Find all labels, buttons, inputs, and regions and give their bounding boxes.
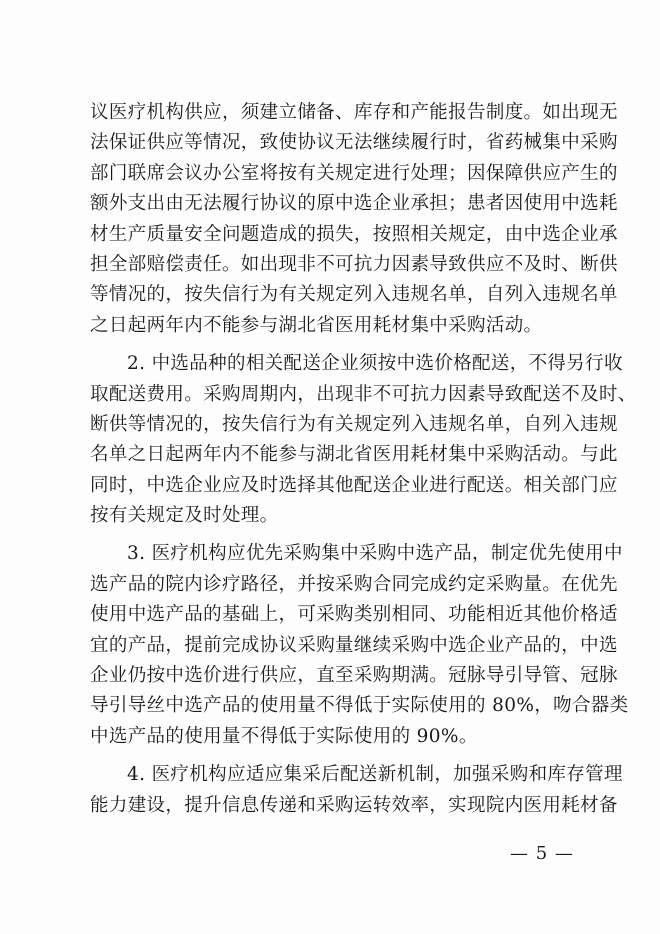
text-line: 法保证供应等情况，致使协议无法继续履行时，省药械集中采购 bbox=[90, 132, 618, 154]
text-line: 中选产品的使用量不得低于实际使用的 90%。 bbox=[90, 725, 478, 747]
text-line: 额外支出由无法履行协议的原中选企业承担；患者因使用中选耗 bbox=[90, 193, 618, 215]
paragraph-1-continued bbox=[90, 98, 618, 341]
text-line: 导引导丝中选产品的使用量不得低于实际使用的 80%，吻合器类 bbox=[90, 695, 629, 717]
text-line: 材生产质量安全问题造成的损失，按照相关规定，由中选企业承 bbox=[90, 223, 618, 245]
text-line: 使用中选产品的基础上，可采购类别相同、功能相近其他价格适 bbox=[90, 604, 618, 626]
text-line: 4. 医疗机构应适应集采后配送新机制，加强采购和库存管理 bbox=[127, 764, 623, 786]
text-line: 之日起两年内不能参与湖北省医用耗材集中采购活动。 bbox=[90, 314, 543, 336]
text-line: 宜的产品，提前完成协议采购量继续采购中选企业产品的，中选 bbox=[90, 634, 618, 656]
paragraph-2 bbox=[90, 349, 637, 531]
text-line: 等情况的，按失信行为有关规定列入违规名单，自列入违规名单 bbox=[90, 284, 618, 306]
document-body bbox=[90, 98, 637, 829]
paragraph-4 bbox=[90, 760, 623, 821]
text-line: 取配送费用。采购周期内，出现非不可抗力因素导致配送不及时、 bbox=[90, 383, 637, 405]
text-line: 按有关规定及时处理。 bbox=[90, 505, 279, 527]
paragraph-3 bbox=[90, 539, 629, 752]
text-line: 议医疗机构供应，须建立储备、库存和产能报告制度。如出现无 bbox=[90, 102, 618, 123]
text-line: 部门联席会议办公室将按有关规定进行处理；因保障供应产生的 bbox=[90, 162, 618, 184]
text-line: 同时，中选企业应及时选择其他配送企业进行配送。相关部门应 bbox=[90, 474, 618, 496]
text-line: 3. 医疗机构应优先采购集中采购中选产品，制定优先使用中 bbox=[127, 543, 623, 565]
text-line: 2. 中选品种的相关配送企业须按中选价格配送，不得另行收 bbox=[127, 353, 623, 375]
text-line: 名单之日起两年内不能参与湖北省医用耗材集中采购活动。与此 bbox=[90, 444, 618, 466]
text-line: 担全部赔偿责任。如出现非不可抗力因素导致供应不及时、断供 bbox=[90, 253, 618, 275]
text-line: 能力建设，提升信息传递和采购运转效率，实现院内医用耗材备 bbox=[90, 794, 618, 816]
text-line: 选产品的院内诊疗路径，并按采购合同完成约定采购量。在优先 bbox=[90, 573, 618, 595]
text-line: 断供等情况的，按失信行为有关规定列入违规名单，自列入违规 bbox=[90, 413, 618, 435]
text-line: 企业仍按中选价进行供应，直至采购期满。冠脉导引导管、冠脉 bbox=[90, 665, 618, 687]
page-number: — 5 — bbox=[510, 843, 574, 864]
